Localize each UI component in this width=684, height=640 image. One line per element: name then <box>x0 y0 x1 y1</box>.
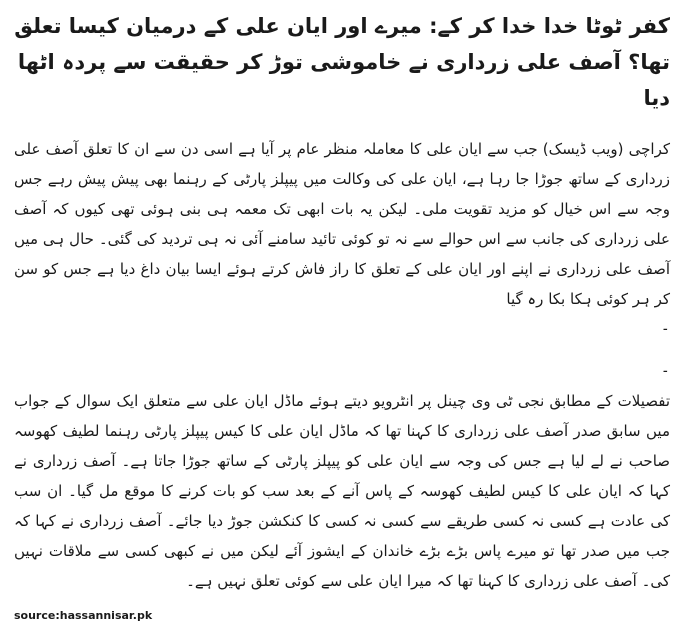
article-headline: کفر ٹوٹا خدا خدا کر کے: میرے اور ایان علی کے درمیان کیسا تعلق تھا؟ آصف علی زرداری نے خاموشی توڑ کر حقیقت سے پردہ اٹھا دیا <box>14 14 670 110</box>
spacer <box>14 378 670 386</box>
paragraph-separator-2: ۔ <box>660 357 670 376</box>
spacer <box>14 336 670 356</box>
article-paragraph-2: تفصیلات کے مطابق نجی ٹی وی چینل پر انٹرویو دیتے ہوئے ماڈل ایان علی سے متعلق ایک سوال کے جواب میں سابق صدر آصف علی زرداری کا کہنا تھا کہ ماڈل ایان علی کا کیس پیپلز پارٹی رہنما لطیف کھوسہ صاحب نے لے لیا ہے جس کی وجہ سے ایان علی کو پیپلز پارٹی کے ساتھ جوڑا جاتا ہے۔ آصف زرداری نے کہا کہ ایان علی کا کیس لطیف کھوسہ کے پاس آنے کے بعد سب کو بات کرنے کا موقع مل گیا۔ ان سب کی عادت ہے کسی نہ کسی طریقے سے کسی نہ کسی کا کنکشن جوڑ دیا جائے۔ آصف زرداری نے کہا کہ جب میں صدر تھا تو میرے پاس بڑے بڑے خاندان کے ایشوز آئے لیکن میں نے کبھی کسی سے ملاقات نہیں کی۔ آصف علی زرداری کا کہنا تھا کہ میرا ایان علی سے کوئی تعلق نہیں ہے۔ <box>14 392 670 590</box>
article-paragraph-1: کراچی (ویب ڈیسک) جب سے ایان علی کا معاملہ منظر عام پر آیا ہے اسی دن سے ان کا تعلق آصف علی زرداری کے ساتھ جوڑا جا رہا ہے، ایان علی کی وکالت میں پیپلز پارٹی کے رہنما بھی پیش پیش رہے جس وجہ سے اس خیال کو مزید تقویت ملی۔ لیکن یہ بات ابھی تک معمہ ہی بنی ہوئی تھی کیوں کہ آصف علی زرداری کی جانب سے اس حوالے سے نہ تو کوئی تائید سامنے آئی نہ ہی تردید کی گئی۔ حال ہی میں آصف علی زرداری نے اپنے اور ایان علی کے تعلق کا راز فاش کرتے ہوئے ایسا بیان داغ دیا ہے جس کو سن کر ہر کوئی ہکا بکا رہ گیا <box>14 140 670 308</box>
source-credit: source:hassannisar.pk <box>14 609 153 622</box>
paragraph-separator-1: ۔ <box>660 315 670 334</box>
